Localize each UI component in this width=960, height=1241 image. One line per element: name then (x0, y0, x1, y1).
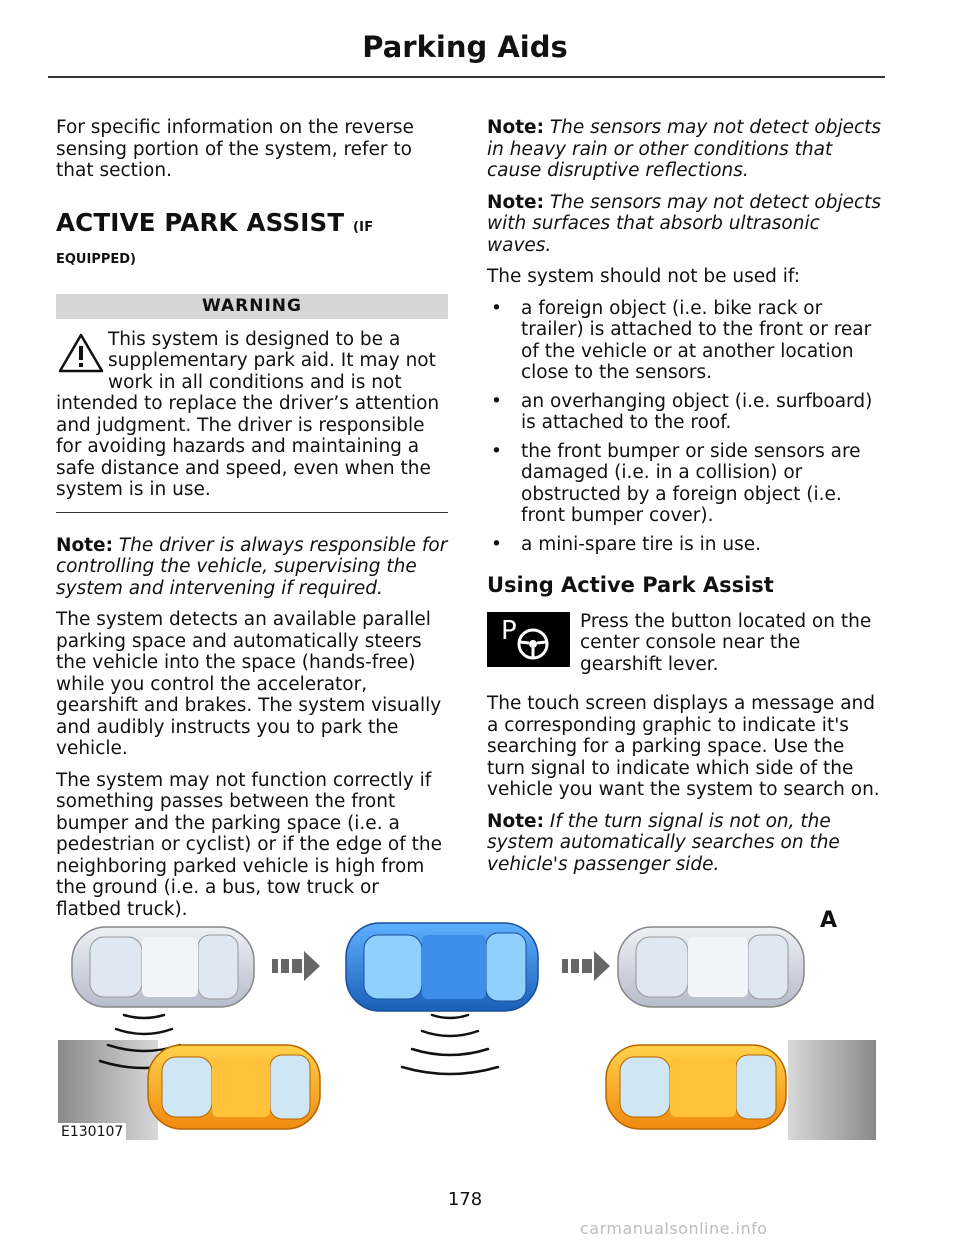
page-number: 178 (447, 1189, 483, 1210)
right-column (487, 117, 882, 885)
note-text: The sensors may not detect objects with surfaces that absorb ultrasonic waves. (487, 191, 882, 256)
list-item-text: a foreign object (i.e. bike rack or trailer) is attached to the front or rear of the vehicle or at another location close to the sensors. (521, 297, 872, 383)
note-rain (487, 117, 882, 182)
note-label: Note: (56, 534, 113, 556)
note-label: Note: (487, 810, 544, 832)
sensor-waves-center (402, 1015, 498, 1074)
bullet-dot: • (491, 440, 502, 462)
bullet-list (487, 298, 882, 556)
park-assist-icon (487, 612, 570, 667)
list-item (487, 391, 882, 434)
list-item-text: an overhanging object (i.e. surfboard) is attached to the roof. (521, 390, 873, 433)
curb-right (788, 1040, 876, 1140)
warning-text: This system is designed to be a supplementary park aid. It may not work in all conditions and is not intended to replace the driver’s attention and judgment. The driver is responsible for avoiding hazards and maintaining a safe distance and speed, even when the system is in use. (56, 328, 440, 500)
note-turn-signal (487, 811, 882, 876)
note-driver (56, 535, 448, 600)
parking-diagram (58, 905, 876, 1140)
section-heading (56, 208, 448, 243)
note-ultrasonic (487, 192, 882, 257)
note-text: If the turn signal is not on, the system automatically searches on the vehicle's passenger side. (487, 810, 840, 875)
list-item-text: a mini-spare tire is in use. (521, 533, 761, 555)
description-paragraph: The system detects an available parallel parking space and automatically steers the vehicle into the space (hands-free) while you control the accelerator, gearshift and brakes. The system visually and audibly instructs you to park the vehicle. (56, 609, 442, 759)
callout-label: A (820, 908, 838, 933)
list-item (487, 298, 882, 384)
limitation-paragraph: The system may not function correctly if something passes between the front bumper and the parking space (i.e. a pedestrian or cyclist) or if the edge of the neighboring parked vehicle is high from the ground (i.e. a bus, tow truck or flatbed truck). (56, 769, 442, 920)
list-item (487, 534, 882, 556)
button-row (487, 611, 882, 676)
bullet-dot: • (491, 297, 502, 319)
header-rule (48, 76, 885, 78)
note-label: Note: (487, 117, 544, 138)
section-suffix: (IF (353, 219, 374, 235)
orange-car-left (148, 1045, 320, 1129)
arrow-right-icon (562, 951, 610, 981)
orange-car-right (606, 1045, 786, 1129)
warning-label: WARNING (56, 294, 448, 319)
section-title: ACTIVE PARK ASSIST (56, 207, 345, 237)
arrow-right-icon (272, 951, 320, 981)
note-text: The sensors may not detect objects in heavy rain or other conditions that cause disruptive reflections. (487, 117, 882, 181)
section-equipped: EQUIPPED) (56, 251, 136, 267)
silver-car-right (618, 927, 804, 1007)
list-item-text: the front bumper or side sensors are damaged (i.e. in a collision) or obstructed by a foreign object (i.e. front bumper cover). (521, 440, 861, 526)
watermark: carmanualsonline.info (580, 1219, 768, 1238)
warning-rule (56, 512, 448, 513)
warning-box (56, 329, 448, 501)
list-item (487, 441, 882, 527)
note-text: The driver is always responsible for controlling the vehicle, supervising the system and intervening if required. (56, 534, 448, 599)
button-instruction: Press the button located on the center console near the gearshift lever. (580, 610, 872, 675)
park-assist-button-icon (487, 612, 570, 667)
silver-car-left (72, 927, 254, 1007)
page-header-title: Parking Aids (362, 30, 568, 64)
park-letter: P (501, 615, 517, 646)
intro-paragraph: For specific information on the reverse sensing portion of the system, refer to that section. (56, 117, 414, 181)
touchscreen-paragraph: The touch screen displays a message and a corresponding graphic to indicate it's searching for a parking space. Use the turn signal to indicate which side of the vehicle you want the system to search on. (487, 693, 880, 800)
bullet-dot: • (491, 533, 502, 555)
figure-id: E130107 (58, 1123, 126, 1140)
left-column (56, 117, 448, 930)
bullet-dot: • (491, 390, 502, 412)
warning-triangle-icon (56, 331, 108, 375)
blue-car (346, 923, 538, 1011)
subheading: Using Active Park Assist (487, 573, 774, 597)
note-label: Note: (487, 191, 544, 213)
not-used-intro: The system should not be used if: (487, 266, 801, 287)
parking-illustration (58, 905, 876, 1140)
